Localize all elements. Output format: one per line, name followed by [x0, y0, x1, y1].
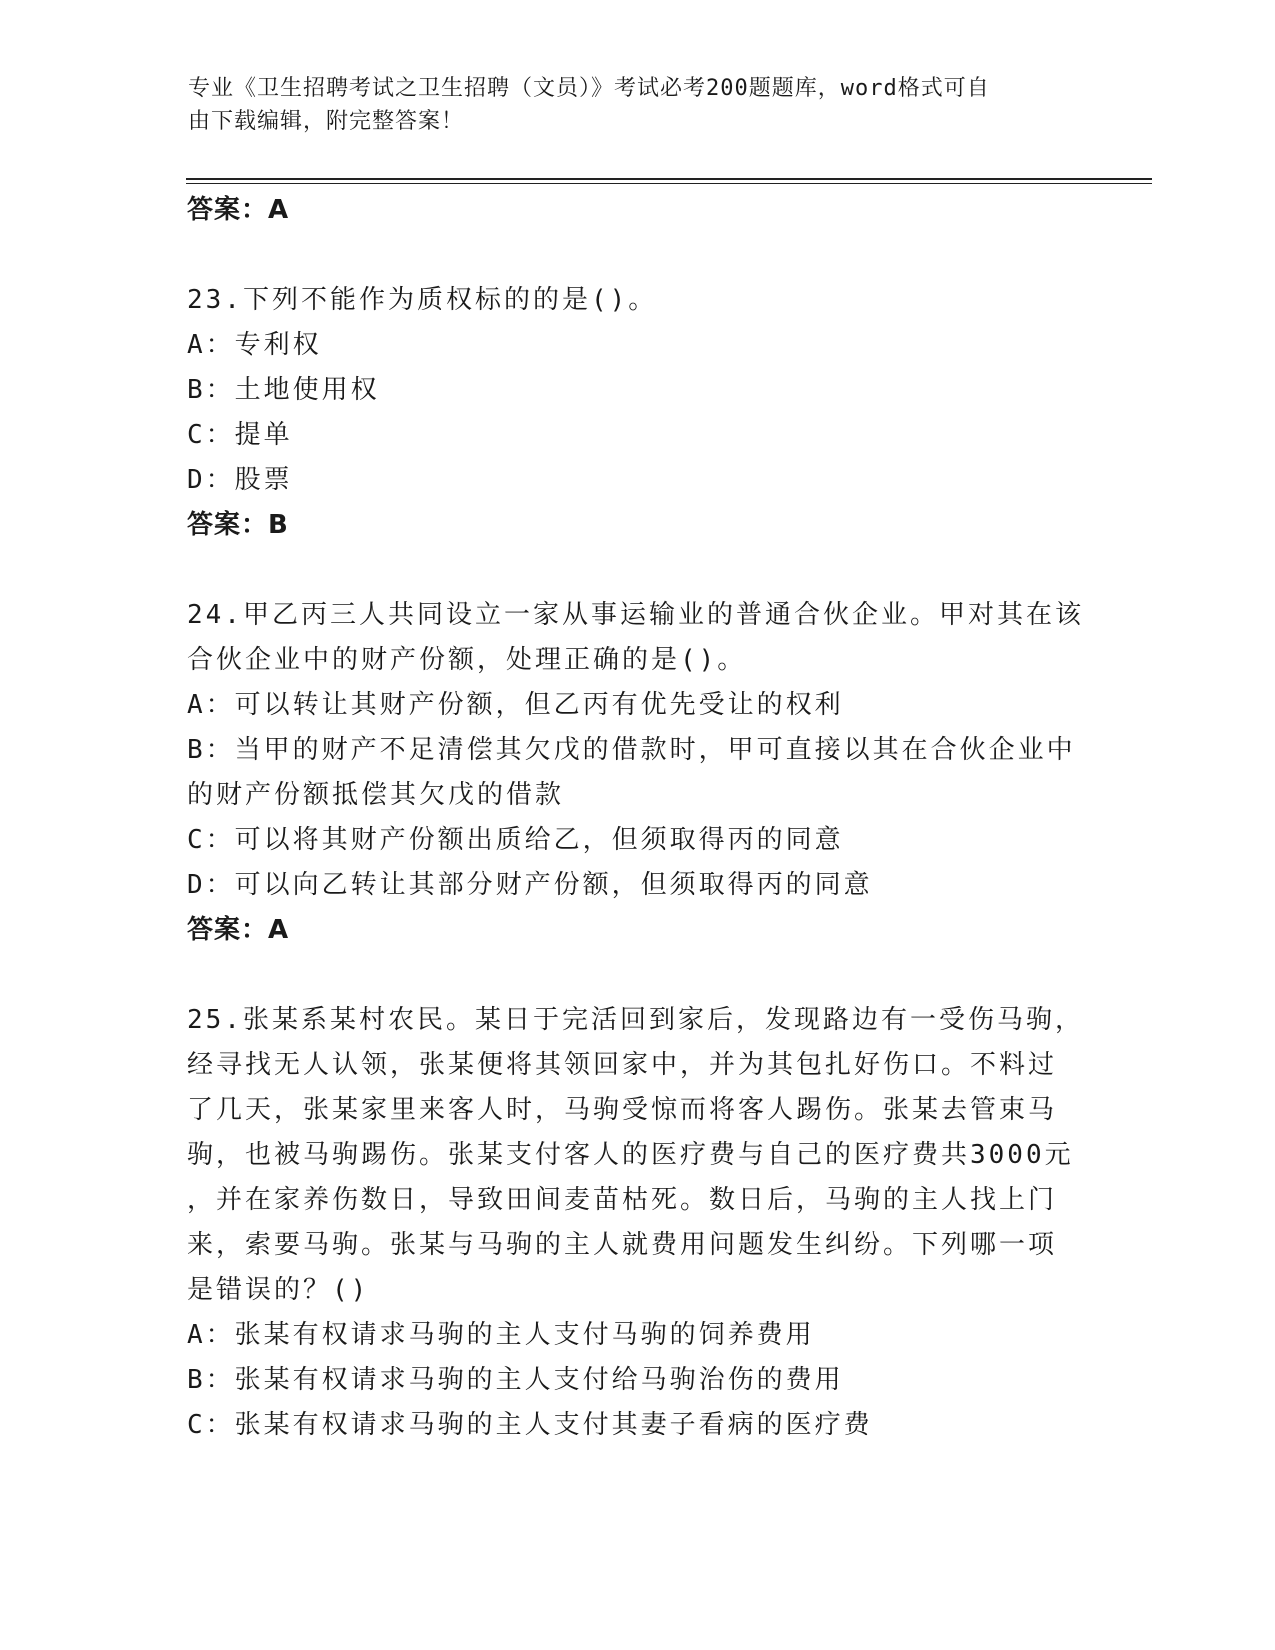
header-line-2: 由下载编辑，附完整答案！: [188, 109, 465, 134]
option-d: D：股票: [187, 465, 293, 495]
question-stem-line-1: 24.甲乙丙三人共同设立一家从事运输业的普通合伙企业。甲对其在该: [187, 600, 1084, 630]
question-content: [187, 188, 1087, 1448]
header-line-1: 专业《卫生招聘考试之卫生招聘（文员）》考试必考200题题库，word格式可自: [188, 76, 990, 101]
option-a: A：专利权: [187, 330, 322, 360]
spacer: [187, 233, 1087, 278]
spacer: [187, 548, 1087, 593]
question-stem-line-6: 来，索要马驹。张某与马驹的主人就费用问题发生纠纷。下列哪一项: [187, 1230, 1058, 1260]
question-stem: 23.下列不能作为质权标的的是()。: [187, 285, 658, 315]
question-stem-line-7: 是错误的？(): [187, 1275, 370, 1305]
option-c: C：可以将其财产份额出质给乙，但须取得丙的同意: [187, 825, 844, 855]
question-stem-line-2: 合伙企业中的财产份额，处理正确的是()。: [187, 645, 747, 675]
option-b: B：土地使用权: [187, 375, 380, 405]
option-b-line-2: 的财产份额抵偿其欠戊的借款: [187, 780, 565, 810]
question-25: [187, 998, 1087, 1448]
option-c: C：提单: [187, 420, 293, 450]
option-b-line-1: B：当甲的财产不足清偿其欠戊的借款时，甲可直接以其在合伙企业中: [187, 735, 1076, 765]
question-24: [187, 593, 1087, 953]
option-b: B：张某有权请求马驹的主人支付给马驹治伤的费用: [187, 1365, 844, 1395]
question-stem-line-4: 驹，也被马驹踢伤。张某支付客人的医疗费与自己的医疗费共3000元: [187, 1140, 1074, 1170]
question-stem-line-2: 经寻找无人认领，张某便将其领回家中，并为其包扎好伤口。不料过: [187, 1050, 1058, 1080]
question-23: [187, 278, 1087, 548]
document-header: [188, 72, 1068, 138]
header-divider-thick: [186, 178, 1152, 180]
question-stem-line-3: 了几天，张某家里来客人时，马驹受惊而将客人踢伤。张某去管束马: [187, 1095, 1058, 1125]
previous-answer: 答案：A: [187, 195, 290, 225]
option-a: A：可以转让其财产份额，但乙丙有优先受让的权利: [187, 690, 844, 720]
option-c: C：张某有权请求马驹的主人支付其妻子看病的医疗费: [187, 1410, 873, 1440]
option-a: A：张某有权请求马驹的主人支付马驹的饲养费用: [187, 1320, 815, 1350]
option-d: D：可以向乙转让其部分财产份额，但须取得丙的同意: [187, 870, 873, 900]
answer: 答案：B: [187, 510, 289, 540]
answer: 答案：A: [187, 915, 290, 945]
question-stem-line-5: ，并在家养伤数日，导致田间麦苗枯死。数日后，马驹的主人找上门: [187, 1185, 1058, 1215]
question-stem-line-1: 25.张某系某村农民。某日于完活回到家后，发现路边有一受伤马驹，: [187, 1005, 1084, 1035]
header-divider-thin: [186, 183, 1152, 184]
spacer: [187, 953, 1087, 998]
